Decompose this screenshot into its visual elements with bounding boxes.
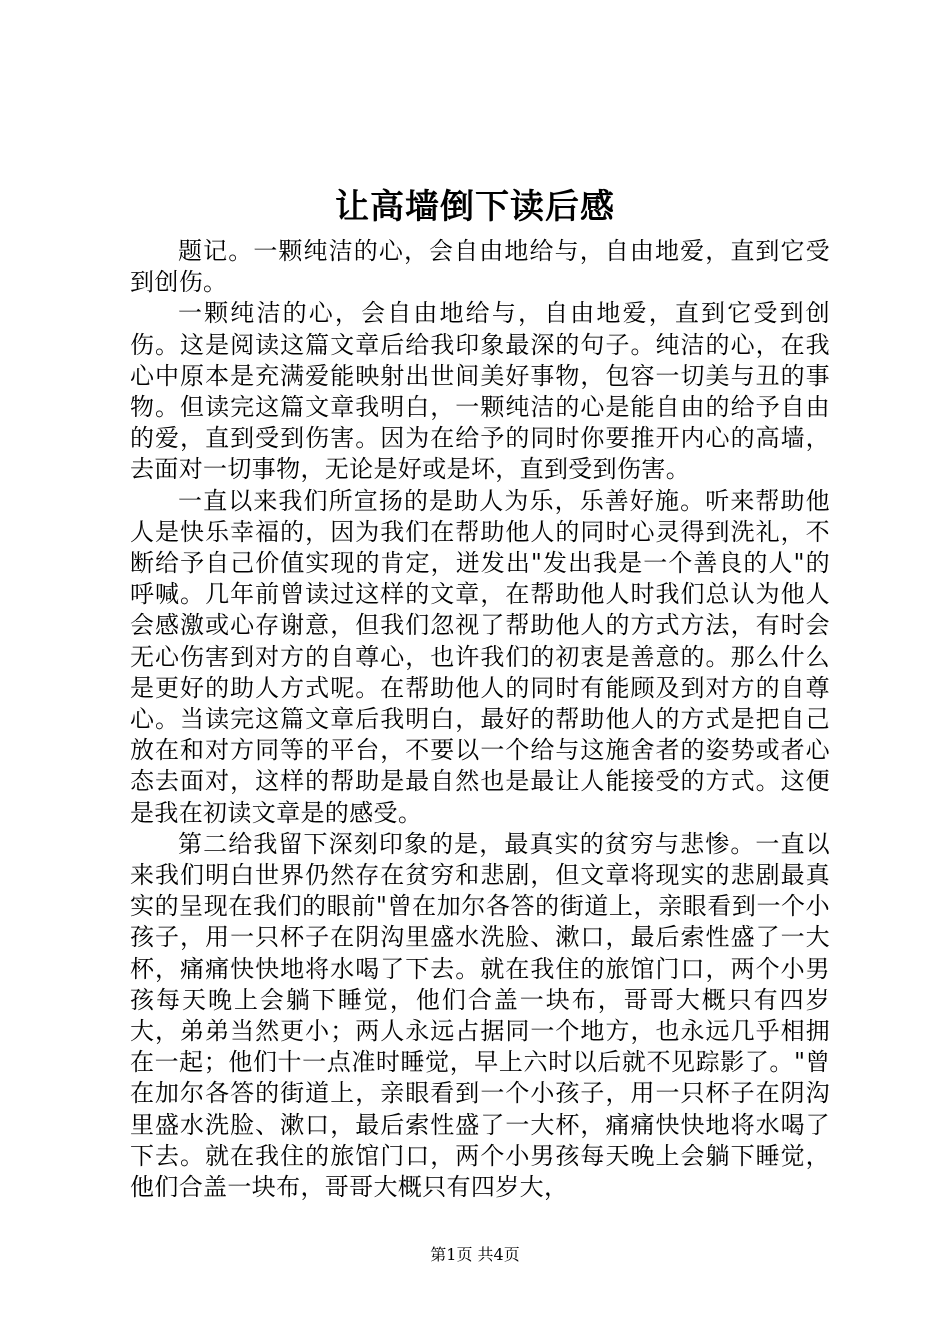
paragraph-3: 第二给我留下深刻印象的是，最真实的贫穷与悲惨。一直以来我们明白世界仍然存在贫穷和悲剧，但文章将现实的悲剧最真实的呈现在我们的眼前"曾在加尔各答的街道上，亲眼看到一个小孩子，用一只杯子在阴沟里盛水洗脸、漱口，最后索性盛了一大杯，痛痛快快地将水喝了下去。就在我住的旅馆门口，两个小男孩每天晚上会躺下睡觉，他们合盖一块布，哥哥大概只有四岁大，弟弟当然更小；两人永远占据同一个地方，也永远几乎相拥在一起；他们十一点准时睡觉，早上六时以后就不见踪影了。"曾在加尔各答的街道上，亲眼看到一个小孩子，用一只杯子在阴沟里盛水洗脸、漱口，最后索性盛了一大杯，痛痛快快地将水喝了下去。就在我住的旅馆门口，两个小男孩每天晚上会躺下睡觉，他们合盖一块布，哥哥大概只有四岁大， (130, 829, 830, 1202)
page-number-footer: 第1页 共4页 (430, 1245, 520, 1264)
document-body (130, 236, 830, 1203)
document-title: 让高墙倒下读后感 (335, 187, 615, 227)
paragraph-2: 一直以来我们所宣扬的是助人为乐，乐善好施。听来帮助他人是快乐幸福的，因为我们在帮助他人的同时心灵得到洗礼，不断给予自己价值实现的肯定，迸发出"发出我是一个善良的人"的呼喊。几年前曾读过这样的文章，在帮助他人时我们总认为他人会感激或心存谢意，但我们忽视了帮助他人的方式方法，有时会无心伤害到对方的自尊心，也许我们的初衷是善意的。那么什么是更好的助人方式呢。在帮助他人的同时有能顾及到对方的自尊心。当读完这篇文章后我明白，最好的帮助他人的方式是把自己放在和对方同等的平台，不要以一个给与这施舍者的姿势或者心态去面对，这样的帮助是最自然也是最让人能接受的方式。这便是我在初读文章是的感受。 (130, 486, 830, 827)
paragraph-epigraph: 题记。一颗纯洁的心，会自由地给与，自由地爱，直到它受到创伤。 (130, 237, 830, 297)
paragraph-1: 一颗纯洁的心，会自由地给与，自由地爱，直到它受到创伤。这是阅读这篇文章后给我印象最深的句子。纯洁的心，在我心中原本是充满爱能映射出世间美好事物，包容一切美与丑的事物。但读完这篇文章我明白，一颗纯洁的心是能自由的给予自由的爱，直到受到伤害。因为在给予的同时你要推开内心的高墙，去面对一切事物，无论是好或是坏，直到受到伤害。 (130, 299, 830, 484)
